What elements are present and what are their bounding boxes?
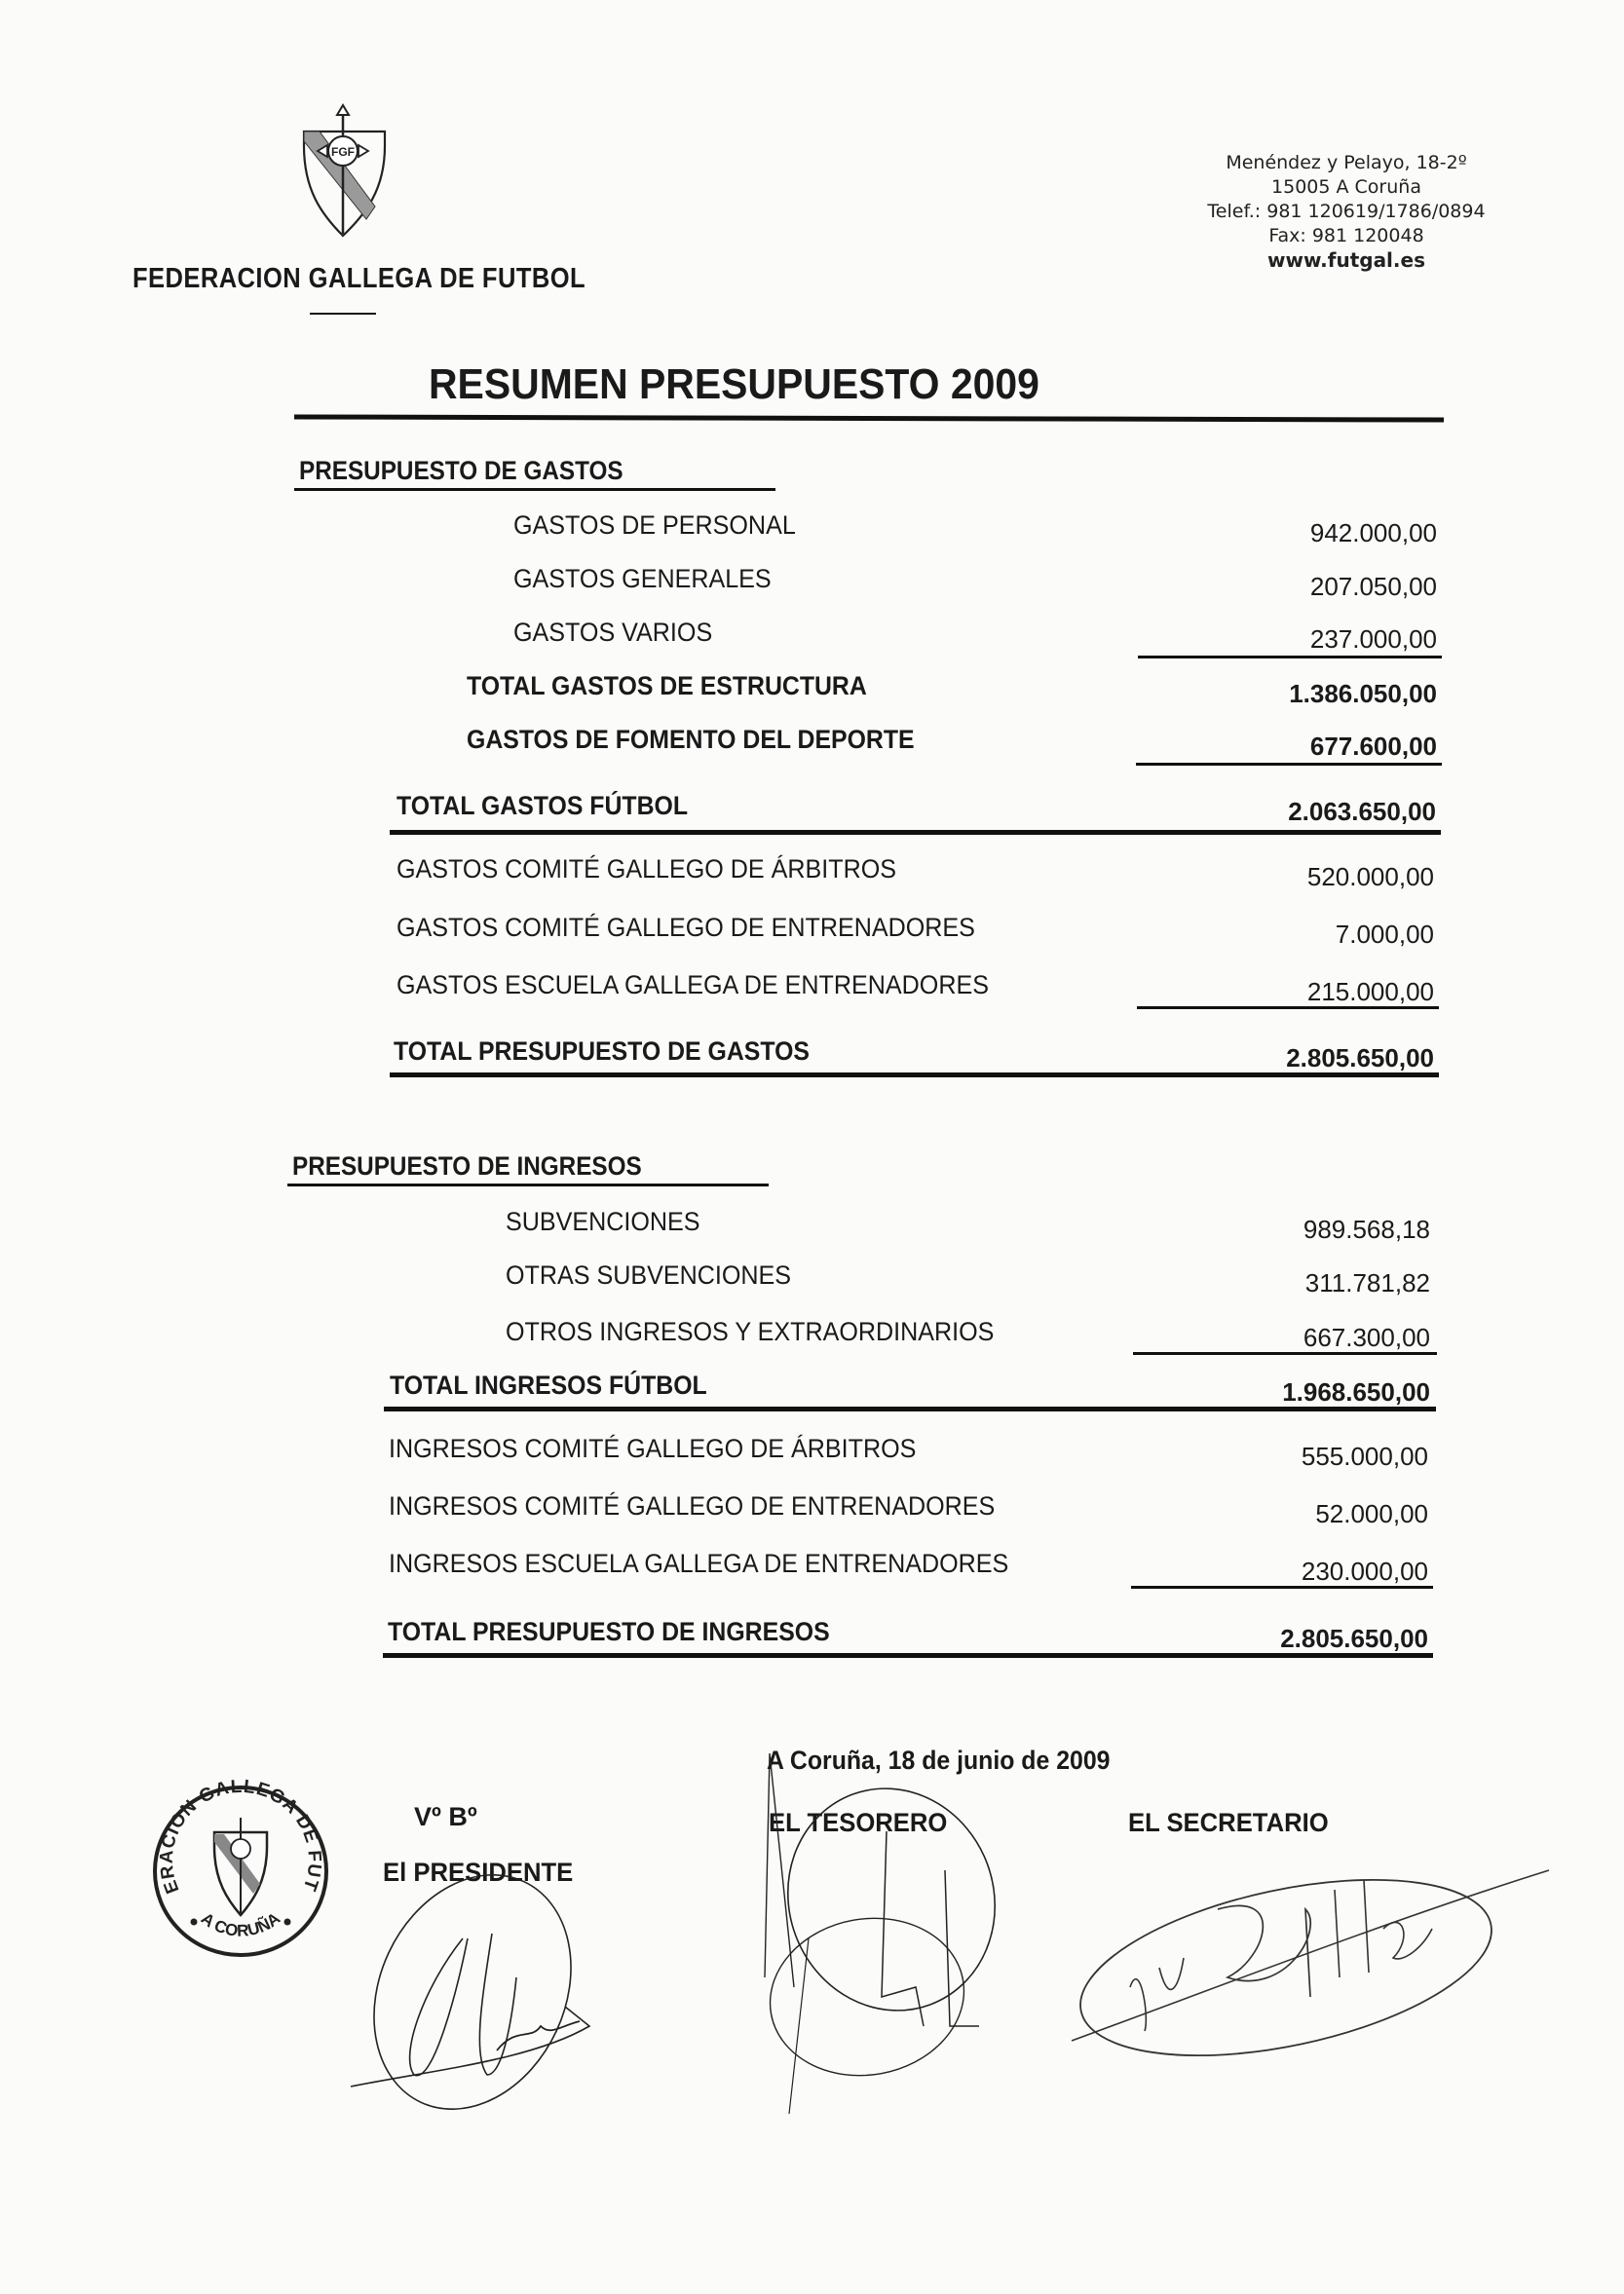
total-ingresos-label: TOTAL PRESUPUESTO DE INGRESOS (388, 1617, 830, 1646)
total-rule (390, 1072, 1439, 1077)
gastos-other-value: 520.000,00 (1306, 862, 1434, 891)
secretary-signature (1072, 1851, 1559, 2085)
gastos-other-value: 7.000,00 (1335, 920, 1434, 949)
total-estructura-value: 1.386.050,00 (1289, 679, 1437, 708)
subtotal-rule (1133, 1352, 1437, 1355)
address-block (1190, 151, 1502, 273)
ingresos-other-value: 230.000,00 (1301, 1557, 1428, 1586)
ingresos-other-label: INGRESOS ESCUELA GALLEGA DE ENTRENADORES (389, 1549, 1009, 1578)
gastos-item-label: GASTOS GENERALES (513, 564, 772, 593)
ingresos-other-value: 555.000,00 (1301, 1442, 1428, 1471)
total-rule (390, 830, 1441, 835)
ingresos-item-value: 989.568,18 (1303, 1215, 1430, 1244)
title-rule (294, 414, 1444, 422)
total-ingresos-futbol-label: TOTAL INGRESOS FÚTBOL (390, 1371, 707, 1400)
fomento-label: GASTOS DE FOMENTO DEL DEPORTE (467, 725, 915, 754)
svg-text:FEDERACION GALLEGA DE FUTBOL (140, 1763, 324, 1897)
ingresos-heading: PRESUPUESTO DE INGRESOS (292, 1151, 642, 1181)
address-fax: Fax: 981 120048 (1268, 225, 1424, 246)
ingresos-other-value: 52.000,00 (1315, 1499, 1428, 1528)
gastos-item-value: 942.000,00 (1309, 518, 1437, 547)
org-name-underline (310, 313, 376, 315)
total-estructura-label: TOTAL GASTOS DE ESTRUCTURA (467, 671, 867, 700)
subtotal-rule (1136, 763, 1442, 766)
subtotal-rule (1137, 1006, 1439, 1009)
total-gastos-futbol-label: TOTAL GASTOS FÚTBOL (397, 791, 689, 820)
gastos-other-value: 215.000,00 (1306, 977, 1434, 1006)
subtotal-rule (1138, 656, 1442, 658)
ingresos-item-value: 667.300,00 (1303, 1323, 1430, 1352)
total-gastos-futbol-value: 2.063.650,00 (1288, 797, 1436, 826)
total-rule (384, 1407, 1436, 1411)
subtotal-rule (1131, 1586, 1433, 1589)
organization-name: FEDERACION GALLEGA DE FUTBOL (132, 263, 586, 294)
vobo-label: Vº Bº (414, 1802, 477, 1831)
logo-monogram: FGF (331, 145, 355, 159)
secretary-label: EL SECRETARIO (1128, 1808, 1329, 1837)
total-gastos-value: 2.805.650,00 (1286, 1043, 1434, 1072)
gastos-other-label: GASTOS COMITÉ GALLEGO DE ÁRBITROS (397, 854, 897, 884)
total-gastos-label: TOTAL PRESUPUESTO DE GASTOS (394, 1036, 810, 1066)
gastos-item-label: GASTOS VARIOS (513, 618, 713, 647)
gastos-item-value: 237.000,00 (1309, 624, 1437, 654)
treasurer-signature (750, 1744, 1023, 2124)
federation-shield-logo (292, 97, 399, 239)
stamp-top-text: FEDERACION GALLEGA DE FUTBOL (140, 1763, 325, 1897)
ingresos-item-label: SUBVENCIONES (506, 1207, 700, 1236)
gastos-heading: PRESUPUESTO DE GASTOS (299, 456, 623, 485)
president-signature (346, 1831, 658, 2124)
ingresos-item-label: OTRAS SUBVENCIONES (506, 1260, 792, 1290)
total-ingresos-futbol-value: 1.968.650,00 (1282, 1377, 1430, 1407)
address-phone: Telef.: 981 120619/1786/0894 (1207, 201, 1486, 222)
website-link[interactable]: www.futgal.es (1267, 248, 1425, 272)
address-city: 15005 A Coruña (1271, 176, 1421, 198)
gastos-item-value: 207.050,00 (1309, 572, 1437, 601)
ingresos-item-value: 311.781,82 (1304, 1268, 1430, 1297)
gastos-heading-underline (294, 488, 775, 491)
stamp-bottom-text: A CORUÑA (197, 1908, 284, 1940)
address-street: Menéndez y Pelayo, 18-2º (1226, 152, 1467, 173)
ingresos-item-label: OTROS INGRESOS Y EXTRAORDINARIOS (506, 1317, 995, 1346)
treasurer-label: EL TESORERO (769, 1808, 948, 1837)
gastos-item-label: GASTOS DE PERSONAL (513, 510, 796, 540)
gastos-other-label: GASTOS ESCUELA GALLEGA DE ENTRENADORES (397, 970, 989, 999)
ingresos-other-label: INGRESOS COMITÉ GALLEGO DE ÁRBITROS (389, 1434, 917, 1463)
president-label: El PRESIDENTE (383, 1858, 574, 1887)
total-rule (383, 1653, 1433, 1658)
ingresos-heading-underline (287, 1184, 769, 1186)
document-title: RESUMEN PRESUPUESTO 2009 (429, 360, 1039, 408)
federation-stamp (140, 1763, 333, 1964)
total-ingresos-value: 2.805.650,00 (1280, 1624, 1428, 1653)
place-date: A Coruña, 18 de junio de 2009 (767, 1746, 1111, 1775)
ingresos-other-label: INGRESOS COMITÉ GALLEGO DE ENTRENADORES (389, 1491, 996, 1521)
fomento-value: 677.600,00 (1309, 732, 1437, 761)
gastos-other-label: GASTOS COMITÉ GALLEGO DE ENTRENADORES (397, 913, 975, 942)
